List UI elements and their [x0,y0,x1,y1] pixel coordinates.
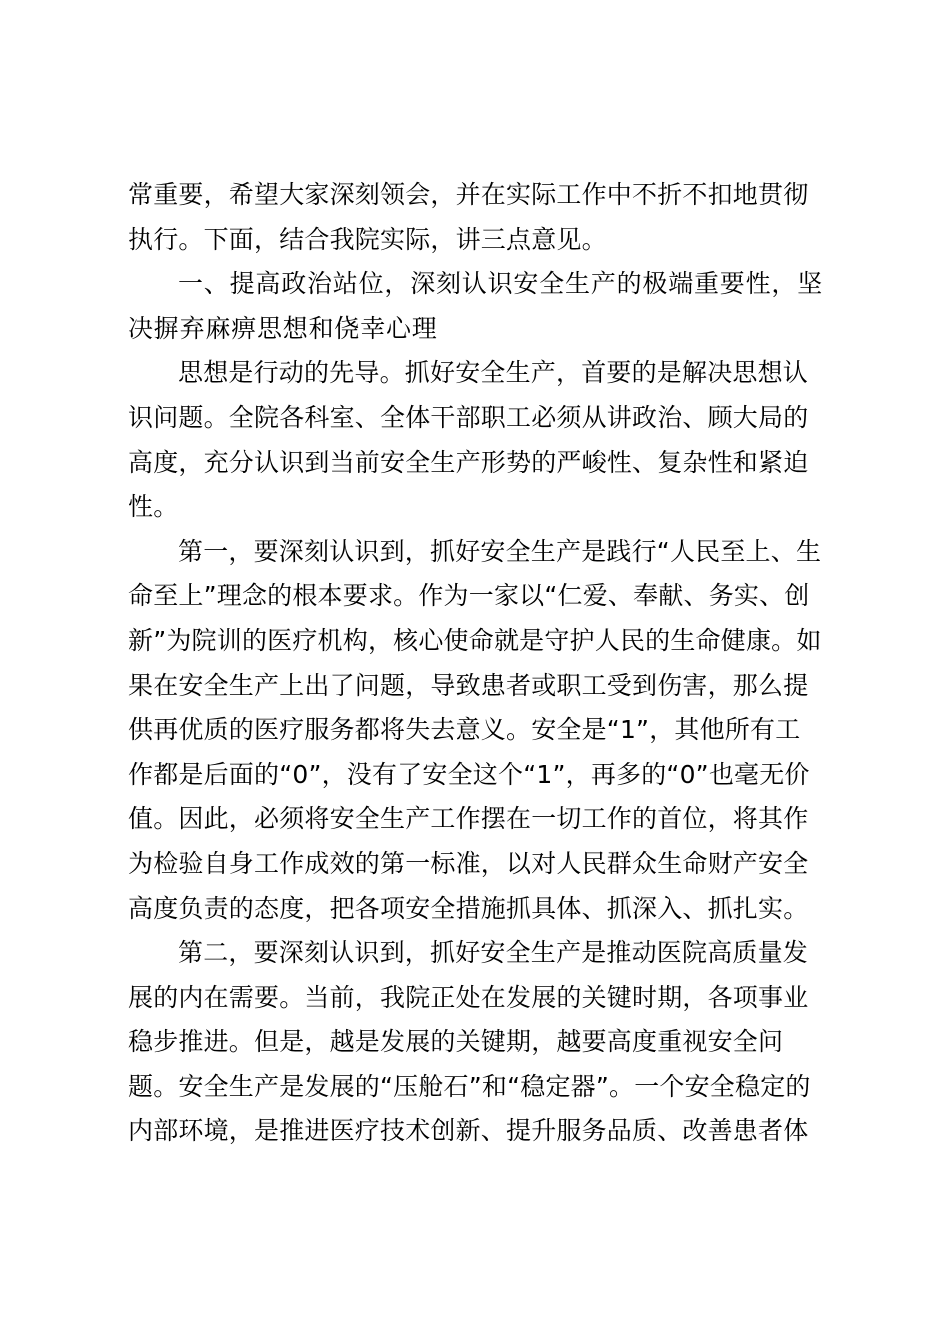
section-heading-1: 一、提高政治站位，深刻认识安全生产的极端重要性，坚决摒弃麻痹思想和侥幸心理 [128,269,824,343]
paragraph-thinking: 思想是行动的先导。抓好安全生产，首要的是解决思想认识问题。全院各科室、全体干部职工必须从讲政治、顾大局的高度，充分认识到当前安全生产形势的严峻性、复杂性和紧迫性。 [128,358,809,522]
paragraph-first-point: 第一，要深刻认识到，抓好安全生产是践行“人民至上、生命至上”理念的根本要求。作为一家以“仁爱、奉献、务实、创新”为院训的医疗机构，核心使命就是守护人民的生命健康。如果在安全生产上出了问题，导致患者或职工受到伤害，那么提供再优质的医疗服务都将失去意义。安全是“1”，其他所有工作都是后面的“0”，没有了安全这个“1”，再多的“0”也毫无价值。因此，必须将安全生产工作摆在一切工作的首位，将其作为检验自身工作成效的第一标准，以对人民群众生命财产安全高度负责的态度，把各项安全措施抓具体、抓深入、抓扎实。 [128,536,822,923]
document-body [128,173,824,1154]
paragraph-second-point: 第二，要深刻认识到，抓好安全生产是推动医院高质量发展的内在需要。当前，我院正处在发展的关键时期，各项事业稳步推进。但是，越是发展的关键期，越要高度重视安全问题。安全生产是发展的“压舱石”和“稳定器”。一个安全稳定的内部环境，是推进医疗技术创新、提升服务品质、改善患者体 [128,938,811,1146]
paragraph-intro-continuation: 常重要，希望大家深刻领会，并在实际工作中不折不扣地贯彻执行。下面，结合我院实际，讲三点意见。 [128,180,809,254]
